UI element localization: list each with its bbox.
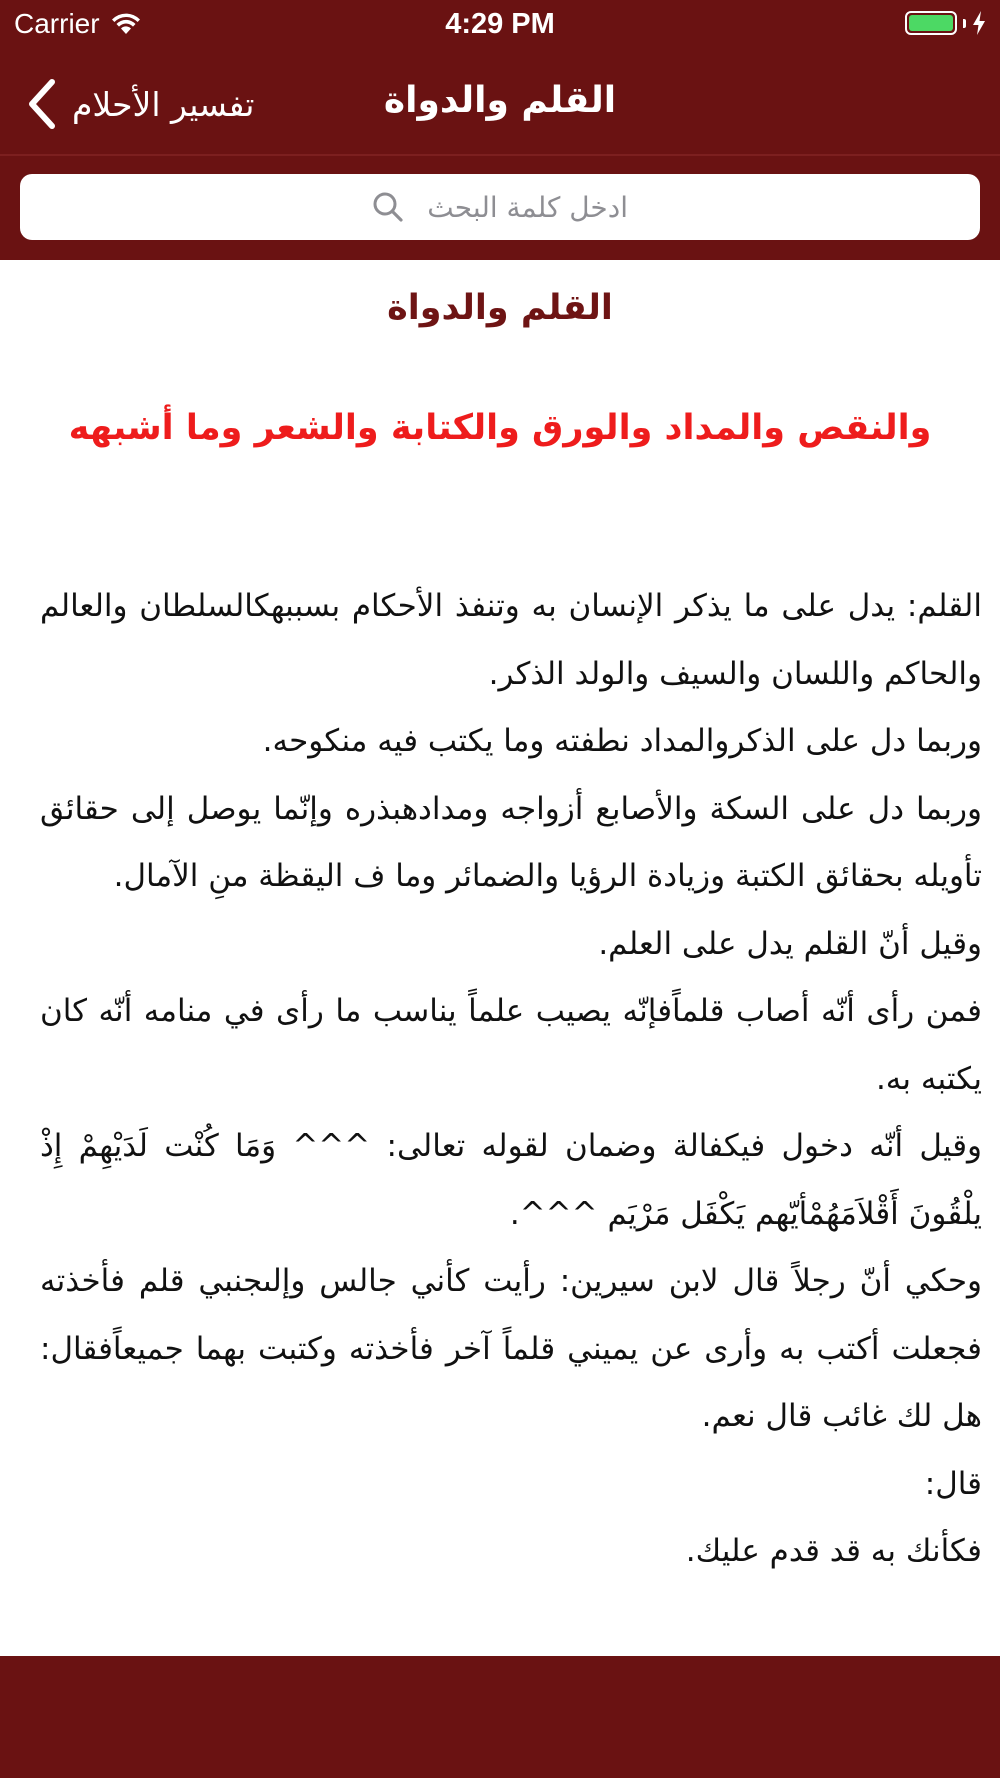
article-paragraph: قال: <box>924 1465 982 1502</box>
battery-indicator <box>905 11 986 35</box>
article-paragraph: فكأنك به قد قدم عليك. <box>685 1533 982 1569</box>
search-bar <box>0 156 1000 260</box>
article-paragraph: وربما دل على السكة والأصابع أزواجه ومدادهبذره وإنّما يوصل إلى حقائق تأويله بحقائق الكتبة وزيادة الرؤيا والضمائر وما ف اليقظة منِ الآمال. <box>40 790 982 894</box>
article-paragraph: فمن رأى أنّه أصاب قلماًفإنّه يصيب علماً يناسب ما رأى في منامه أنّه كان يكتبه به. <box>40 993 982 1097</box>
article-title: القلم والدواة <box>387 288 613 328</box>
article-paragraph: وقيل أنّه دخول فيكفالة وضمان لقوله تعالى: ^^^ وَمَا كُنْت لَدَيْهِمْ إِذْ يلْقُونَ أَقْلاَمَهُمْأيّهم يَكْفَل مَرْيَم ^^^. <box>40 1128 982 1232</box>
article-paragraph: وقيل أنّ القلم يدل على العلم. <box>598 925 982 962</box>
navigation-bar <box>0 50 1000 154</box>
article-paragraph: القلم: يدل على ما يذكر الإنسان به وتنفذ الأحكام بسببهكالسلطان والعالم والحاكم واللسان والسيف والولد الذكر. <box>40 588 982 692</box>
battery-level-fill <box>909 15 953 31</box>
search-icon <box>372 191 404 223</box>
carrier-label: Carrier <box>14 8 100 39</box>
status-bar <box>0 0 1000 50</box>
search-field-container[interactable] <box>20 174 980 240</box>
back-button-label: تفسير الأحلام <box>72 84 255 124</box>
search-input[interactable] <box>418 191 628 224</box>
status-time: 4:29 PM <box>445 8 555 40</box>
charging-bolt-icon <box>972 11 986 35</box>
nav-title: القلم والدواة <box>383 80 617 121</box>
battery-tip <box>963 19 966 28</box>
bottom-toolbar <box>0 1656 1000 1778</box>
article-subtitle: والنقص والمداد والورق والكتابة والشعر وما أشبهه <box>68 408 932 448</box>
article-paragraph: وربما دل على الذكروالمداد نطفته وما يكتب فيه منكوحه. <box>262 723 982 759</box>
battery-icon <box>905 11 957 35</box>
article-body <box>40 573 982 1586</box>
article-content[interactable] <box>0 260 1000 1656</box>
article-paragraph: وحكي أنّ رجلاً قال لابن سيرين: رأيت كأني جالس وإلىجنبي قلم فأخذته فجعلت أكتب به وأرى عن يميني قلماً آخر فأخذته وكتبت بهما جميعاًفقال: هل لك غائب قال نعم. <box>40 1263 982 1434</box>
